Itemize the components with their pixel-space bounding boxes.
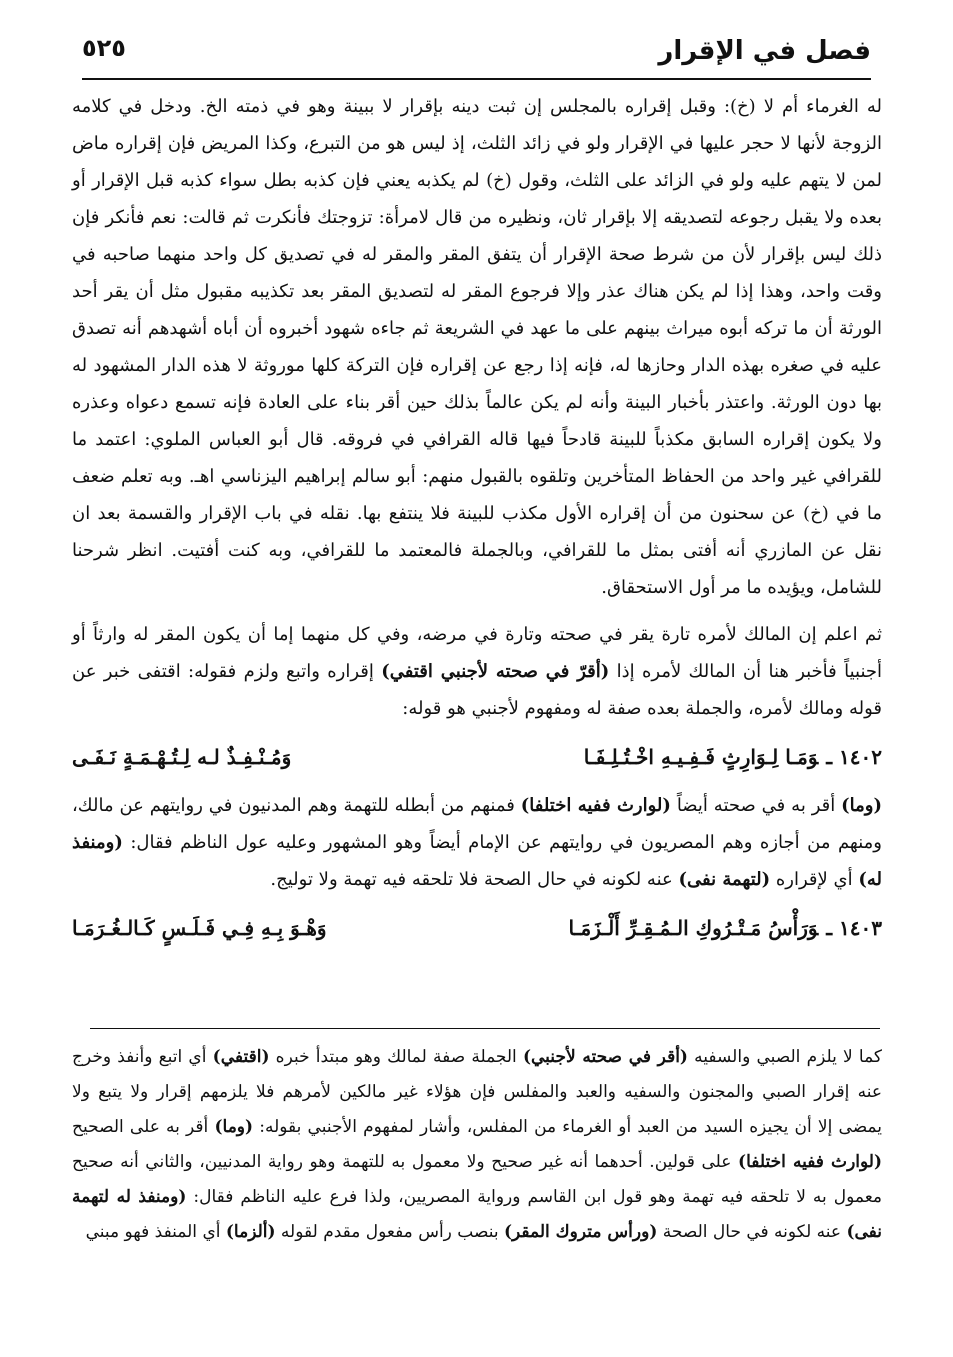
paragraph-3-text-c: أي لإقراره (770, 869, 859, 890)
paragraph-2-emphasis: (أقرّ في صحته لأجنبي اقتفي) (381, 661, 610, 682)
verse-1402-first-half (584, 739, 882, 776)
footnote-emphasis: (وما) (214, 1117, 254, 1137)
paragraph-3-text-d: عنه لكونه في حال الصحة فلا تلحقه فيه تهمة ولا توليج. (270, 869, 679, 890)
footnote-emphasis: (لوارث ففيه اختلفا) (738, 1152, 883, 1172)
paragraph-3-text-a: أقر به في صحته أيضاً (670, 795, 842, 816)
footnote-divider (90, 1028, 880, 1029)
paragraph-3-emphasis-4: (لتهمة نفى) (678, 869, 771, 890)
paragraph-2-text: ثم اعلم إن المالك لأمره تارة يقر في صحته وتارة في مرضه، وفي كل منهما إما أن يكون المقر له وارثاً أو أجنبياً فأخبر هنا أن المالك لأمره إذا (72, 624, 883, 682)
footnote (72, 1040, 882, 1250)
footnote-text: أقر به على الصحيح (72, 1117, 215, 1137)
footnote-text: بنصب رأس مفعول مقدم لقوله (275, 1222, 504, 1242)
footnote-emphasis: (اقتفي) (212, 1047, 270, 1067)
footnote-text: كما لا يلزم الصبي والسفيه (687, 1047, 883, 1067)
verse-1403-first-half (569, 910, 882, 947)
verse-hemistich: وَمَـا لِـوَارِثٍ فَـفِـيـهِ اخْـتُـلِـفَـا (583, 744, 819, 769)
verse-1403-second-half: وَهْـوَ بِـهِ فِـي فَـلَـسٍ كَـالـغُـرَمَـا (72, 915, 327, 940)
footnote-emphasis: (ألزما) (225, 1222, 276, 1242)
footnote-emphasis: (ورأس متروك المقر) (504, 1222, 658, 1242)
verse-number: ١٤٠٢ ـ (826, 744, 882, 769)
footnote-text: على قولين. أحدهما أنه غير صحيح ولا معمول به للتهمة وهو رواية المدنيين، والثاني أنه صحيح معمول به لا تلحقه فيه تهمة وهو قول ابن القاسم ورواية المصريين، ولذا فرع عليه الناظم فقال: (72, 1152, 882, 1207)
paragraph-3-emphasis-1: (وما) (841, 795, 882, 816)
chapter-title: فصل في الإقرار (658, 36, 871, 66)
footnote-emphasis: (أقر في صحته لأجنبي) (522, 1047, 688, 1067)
footnote-text: عنه لكونه في حال الصحة (657, 1222, 847, 1242)
page-header (82, 28, 871, 80)
footnote-emphasis: (ومنفذ له لتهمة نفى) (72, 1187, 882, 1242)
paragraph-3-emphasis-3: (ومنفذ له) (72, 832, 882, 890)
paragraph-2 (72, 616, 882, 727)
verse-1403 (72, 908, 882, 948)
paragraph-3 (72, 787, 882, 898)
footnote-text: الجملة صفة لمالك وهو مبتدأ خبره (269, 1047, 523, 1067)
paragraph-3-text-b: فمنهم من أبطله للتهمة وهم المدنيون في روايتهم عن مالك، ومنهم من أجازه وهم المصريون في روايتهم عن الإمام أيضاً وهو المشهور وعليه عول الناظم فقال: (72, 795, 882, 853)
footnote-text: أي اتبع وأنفذ وخرج عنه إقرار الصبي والمجنون والسفيه والعبد والمفلس فإن هؤلاء غير مالكين لأمرهم فلا يلزمهم إقرار ولا يتبع ولا يمضى إلا أن يجيزه السيد من العبد أو الغرماء من المفلس، وأشار لمفهوم الأجنبي بقوله: (72, 1047, 882, 1137)
main-text (72, 88, 882, 958)
footnote-text: أي المنفذ فهو مبني (85, 1222, 226, 1242)
page-number: ٥٢٥ (82, 34, 126, 62)
verse-1402 (72, 737, 882, 777)
paragraph-2-text-end: إقراره واتبع ولزم فقوله: اقتفى خبر عن قوله ومالك لأمره، والجملة بعده صفة له ومفهوم لأجنبي هو قوله: (72, 661, 882, 719)
verse-hemistich: وَرَأْسُ مَـتْـرُوكِ الـمُـقِـرِّ أَلْـزَمَـا (568, 915, 819, 940)
verse-1402-second-half: وَمُـنْـفِـذٌ لـه لِـتُـهْـمَـةٍ نَـفَـى (72, 744, 292, 769)
paragraph-1: له الغرماء أم لا (خ): وقبل إقراره بالمجلس إن ثبت دينه بإقرار لا ببينة وهو في ذمته الخ. ودخل في كلامه الزوجة لأنها لا حجر عليها في الإقرار ولو في زائد الثلث، إذ ليس هو من التبرع، وكذا المريض فإن إقراره ماض لمن لا يتهم عليه ولو في الزائد على الثلث، وقول (خ) لم يكذبه يعني فإن كذبه بطل سواء كذبه قبل الإقرار أو بعده ولا يقبل رجوعه لتصديقه إلا بإقرار ثان، ونظيره من قال لامرأة: تزوجتك فأنكرت ثم قالت: نعم فأنكر فإن ذلك ليس بإقرار لأن من شرط صحة الإقرار أن يتفق المقر والمقر له في تصديق كل واحد منهما صاحبه في وقت واحد، وهذا إذا لم يكن هناك عذر وإلا فرجوع المقر له لتصديق المقر بعد تكذيبه مقبول مثل أن يقر أحد الورثة أن ما تركه أبوه ميراث بينهم على ما عهد في الشريعة ثم جاءه شهود أخبروه أن أباه أشهدهم أنه تصدق عليه في صغره بهذه الدار وحازها له، فإنه إذا رجع عن إقراره فإن التركة كلها موروثة لا هذه الدار المشهود له بها دون الورثة. واعتذر بأخبار البينة وأنه لم يكن عالماً بذلك حين أقر بناء على العادة فإنه تسمع دعواه وعذره ولا يكون إقراره السابق مكذباً للبينة قادحاً فيها قاله القرافي في فروقه. قال أبو العباس الملوي: اعتمد ما للقرافي غير واحد من الحفاظ المتأخرين وتلقوه بالقبول منهم: أبو سالم إبراهيم اليزناسي اهـ. وبه تعلم ضعف ما في (خ) عن سحنون من أن إقراره الأول مكذب للبينة فلا ينتفع بها. نقله في باب الإقرار والقسمة بعد ان نقل عن المازري أنه أفتى بمثل ما للقرافي، وبالجملة فالمعتمد ما للقرافي، وبه كنت أفتيت. انظر شرحنا للشامل، ويؤيده ما مر أول الاستحقاق. (72, 96, 883, 598)
paragraph-3-emphasis-2: (لوارث ففيه اختلفا) (520, 795, 671, 816)
verse-number: ١٤٠٣ ـ (826, 915, 882, 940)
